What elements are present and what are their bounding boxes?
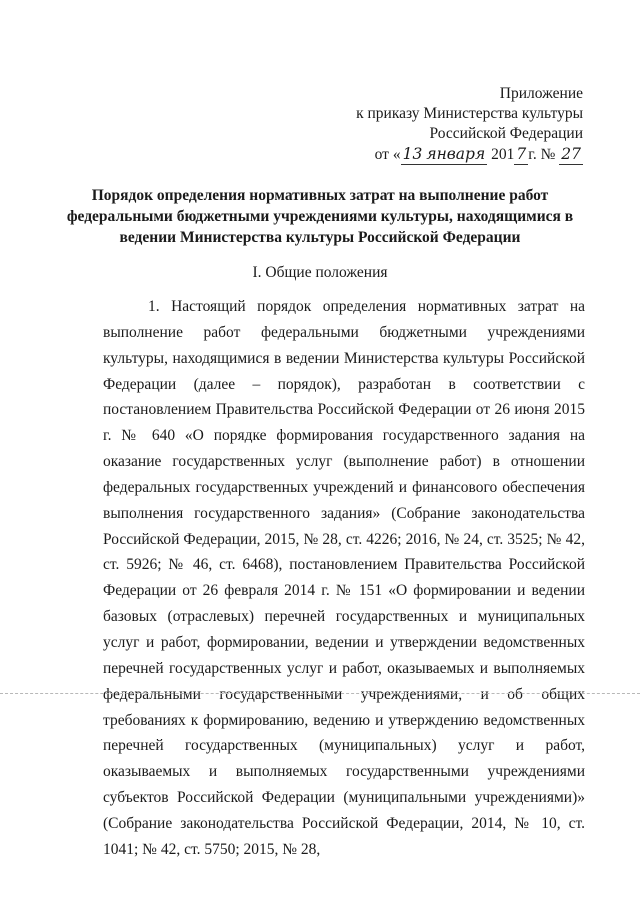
order-date-line <box>356 144 583 165</box>
year-prefix: 201 <box>491 146 515 163</box>
section-heading: I. Общие положения <box>252 264 388 281</box>
handwritten-month: января <box>426 145 486 163</box>
document-title: Порядок определения нормативных затрат на выполнение работ федеральными бюджетными учреждениями культуры, находящимися в ведении Министерства культуры Российской Федерации <box>66 187 574 246</box>
handwritten-year-digit: 7 <box>516 145 527 163</box>
appendix-header <box>356 84 583 165</box>
handwritten-order-number: 27 <box>561 145 581 163</box>
scan-fold-line <box>0 693 640 694</box>
order-reference: к приказу Министерства культуры <box>356 105 583 122</box>
date-prefix: от « <box>374 146 401 163</box>
paragraph-1: 1. Настоящий порядок определения нормативных затрат на выполнение работ федеральными бюджетными учреждениями культуры, находящимися в ведении Министерства культуры Российской Федерации (далее – порядок), разработан в соответствии с постановлением Правительства Российской Федерации от 26 июня 2015 г. № 640 «О порядке формирования государственного задания на оказание государственных услуг (выполнение работ) в отношении федеральных государственных учреждений и финансового обеспечения выполнения государственного задания» (Собрание законодательства Российской Федерации, 2015, № 28, ст. 4226; 2016, № 24, ст. 3525; № 42, ст. 5926; № 46, ст. 6468), постановлением Правительства Российской Федерации от 26 февраля 2014 г. № 151 «О формировании и ведении базовых (отраслевых) перечней государственных и муниципальных услуг и работ, формировании, ведении и утверждении ведомственных перечней государственных услуг и работ, оказываемых и выполняемых федеральными государственными учреждениями, и об общих требованиях к формированию, ведению и утверждению ведомственных перечней государственных (муниципальных) услуг и работ, оказываемых и выполняемых государственными учреждениями субъектов Российской Федерации (муниципальными учреждениями)» (Собрание законодательства Российской Федерации, 2014, № 10, ст. 1041; № 42, ст. 5750; 2015, № 28, <box>103 298 585 858</box>
handwritten-day: 13 <box>402 145 423 163</box>
federation-name: Российской Федерации <box>429 125 583 142</box>
number-label: г. № <box>528 146 556 163</box>
appendix-label: Приложение <box>499 85 583 102</box>
